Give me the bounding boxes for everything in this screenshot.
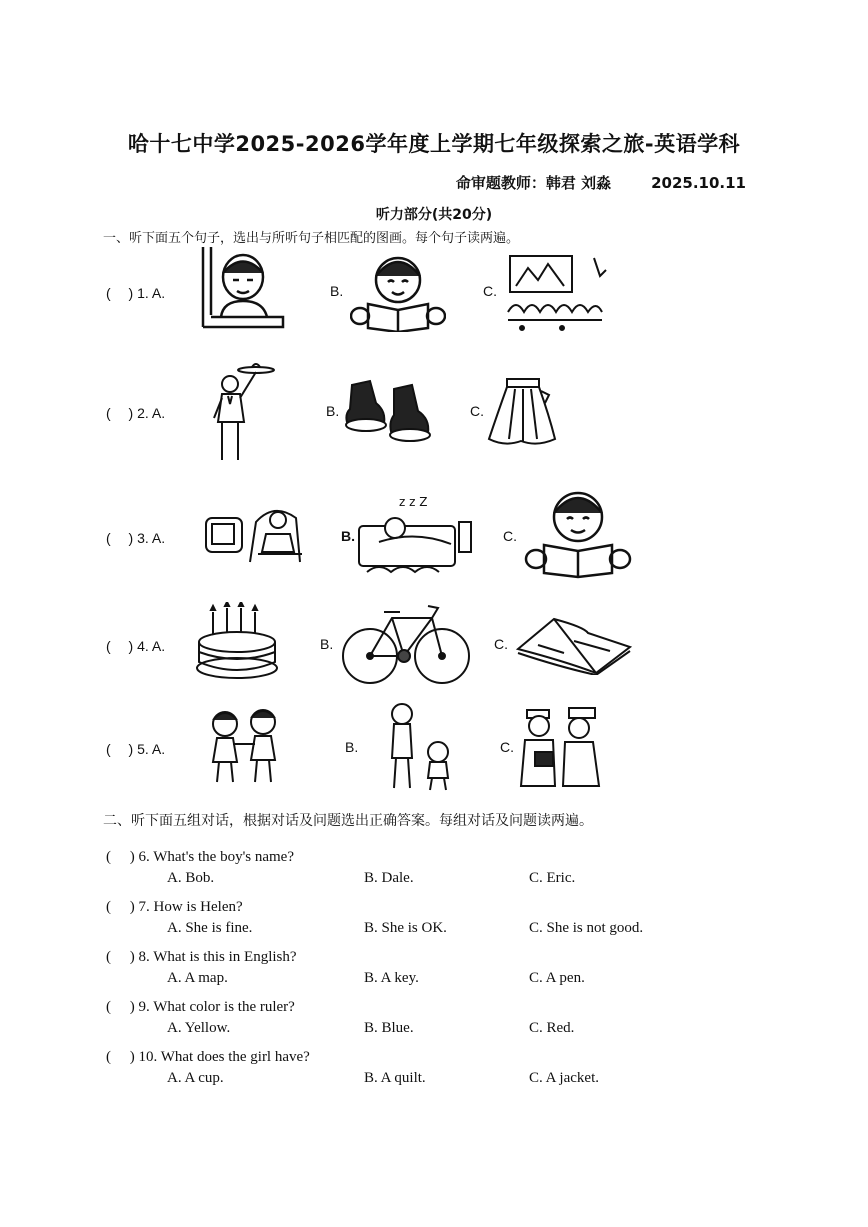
question-6-option-a: A. Bob. — [167, 870, 215, 886]
option-3b-label: B. — [341, 528, 355, 544]
option-5c-label: C. — [500, 739, 514, 755]
question-10-option-c: C. A jacket. — [529, 1070, 599, 1086]
question-4-label: ( ) 4. A. — [106, 638, 166, 654]
picture-2c-skirt — [487, 375, 557, 447]
question-6: ( ) 6. What's the boy's name? — [106, 849, 294, 865]
exam-date: 2025.10.11 — [651, 174, 746, 192]
picture-5c-two-people — [517, 706, 603, 790]
question-2-label: ( ) 2. A. — [106, 405, 166, 421]
picture-1a-girl-at-window — [193, 245, 289, 333]
question-8-option-b: B. A key. — [364, 970, 419, 986]
author-line — [456, 172, 746, 193]
picture-4b-bicycle — [340, 600, 472, 686]
question-7-option-b: B. She is OK. — [364, 920, 447, 936]
option-4b-label: B. — [320, 636, 334, 652]
section-heading: 听力部分(共20分) — [375, 207, 493, 223]
question-8: ( ) 8. What is this in English? — [106, 949, 297, 965]
picture-5a-two-girls — [203, 706, 285, 786]
picture-5b-tall-and-short — [372, 700, 458, 792]
question-5-label: ( ) 5. A. — [106, 741, 166, 757]
picture-1b-boy-reading — [350, 252, 446, 332]
picture-2a-waiter — [200, 360, 280, 465]
question-8-option-c: C. A pen. — [529, 970, 585, 986]
teachers: 命审题教师：韩君 刘淼 — [455, 174, 612, 192]
option-1b-label: B. — [330, 283, 344, 299]
option-2b-label: B. — [326, 403, 340, 419]
option-2c-label: C. — [470, 403, 484, 419]
picture-4c-open-book — [514, 613, 632, 675]
question-7-option-c: C. She is not good. — [529, 920, 644, 936]
picture-4a-birthday-cake — [195, 602, 279, 680]
question-9-option-a: A. Yellow. — [167, 1020, 231, 1036]
question-8-option-a: A. A map. — [167, 970, 228, 986]
question-9: ( ) 9. What color is the ruler? — [106, 999, 295, 1015]
question-10: ( ) 10. What does the girl have? — [106, 1049, 310, 1065]
question-6-option-b: B. Dale. — [364, 870, 414, 886]
page-title: 哈十七中学2025-2026学年度上学期七年级探索之旅-英语学科 — [127, 132, 741, 156]
picture-1c-audience-screen — [502, 250, 608, 332]
picture-3c-boy-reading — [524, 487, 632, 579]
option-1c-label: C. — [483, 283, 497, 299]
part1-instruction: 一、听下面五个句子，选出与所听句子相匹配的图画。每个句子读两遍。 — [103, 231, 520, 246]
svg-text:z z Z: z z Z — [399, 495, 428, 509]
question-10-option-a: A. A cup. — [167, 1070, 224, 1086]
question-9-option-b: B. Blue. — [364, 1020, 414, 1036]
part2-instruction: 二、听下面五组对话，根据对话及问题选出正确答案。每组对话及问题读两遍。 — [103, 813, 593, 829]
option-5b-label: B. — [345, 739, 359, 755]
question-1-label: ( ) 1. A. — [106, 285, 166, 301]
question-9-option-c: C. Red. — [529, 1020, 575, 1036]
question-7: ( ) 7. How is Helen? — [106, 899, 243, 915]
question-3-label: ( ) 3. A. — [106, 530, 166, 546]
picture-2b-shoes — [342, 375, 434, 447]
picture-3a-watching-tv — [200, 492, 310, 564]
option-3c-label: C. — [503, 528, 517, 544]
question-7-option-a: A. She is fine. — [167, 920, 253, 936]
question-10-option-b: B. A quilt. — [364, 1070, 426, 1086]
question-6-option-c: C. Eric. — [529, 870, 576, 886]
picture-3b-sleeping — [355, 492, 475, 582]
option-4c-label: C. — [494, 636, 508, 652]
